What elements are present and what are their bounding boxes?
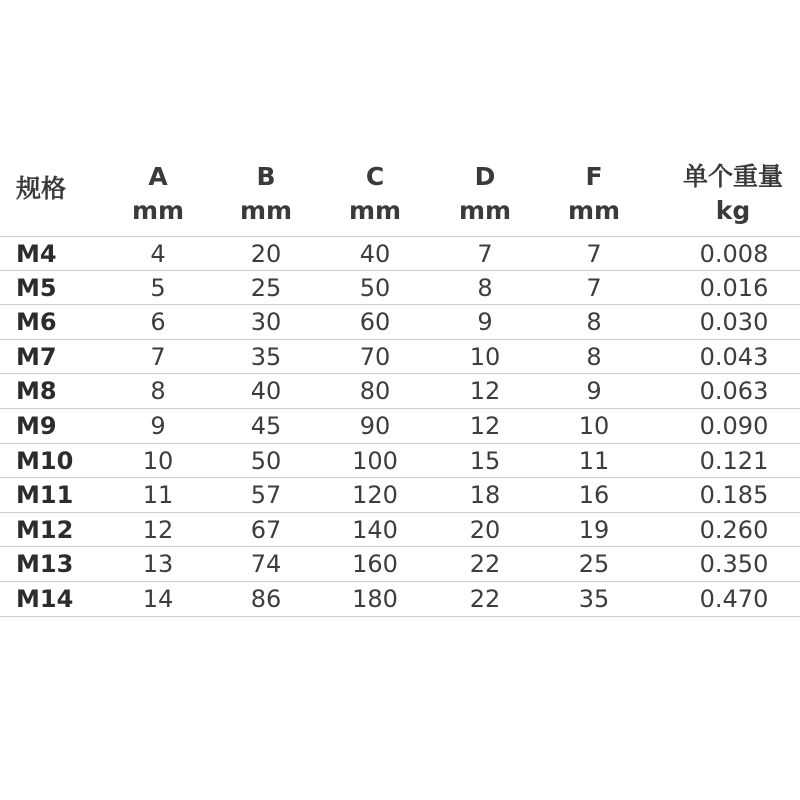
header-a (118, 160, 198, 228)
header-d-unit: mm (458, 196, 512, 225)
header-c-unit: mm (348, 196, 402, 225)
cell-weight: 0.260 (699, 515, 769, 544)
cell-spec: M13 (16, 550, 74, 579)
cell-c: 120 (352, 481, 398, 510)
cell-d: 8 (477, 273, 493, 302)
header-a-unit: mm (131, 196, 185, 225)
cell-c: 160 (352, 550, 398, 579)
header-b-label: B (256, 162, 276, 191)
cell-spec: M11 (16, 481, 74, 510)
cell-spec: M8 (16, 377, 57, 406)
cell-a: 11 (142, 481, 174, 510)
cell-f: 9 (586, 377, 602, 406)
cell-d: 7 (477, 240, 493, 268)
cell-c: 140 (352, 515, 398, 544)
header-a-label: A (148, 162, 168, 191)
cell-f: 8 (586, 342, 602, 371)
table-row (0, 444, 800, 479)
table-row (0, 582, 800, 617)
cell-d: 22 (469, 550, 501, 579)
cell-c: 50 (359, 273, 391, 302)
cell-b: 20 (250, 240, 282, 268)
cell-weight: 0.008 (699, 240, 769, 268)
cell-a: 4 (150, 240, 166, 268)
cell-b: 74 (250, 550, 282, 579)
table-row (0, 478, 800, 513)
header-weight-unit: kg (715, 196, 751, 225)
header-b-unit: mm (239, 196, 293, 225)
header-d (445, 160, 525, 228)
cell-d: 12 (469, 411, 501, 440)
cell-a: 7 (150, 342, 166, 371)
cell-a: 13 (142, 550, 174, 579)
table-row (0, 236, 800, 271)
cell-spec: M7 (16, 342, 57, 371)
cell-c: 80 (359, 377, 391, 406)
cell-weight: 0.063 (699, 377, 769, 406)
header-c-label: C (365, 162, 385, 191)
header-f-unit: mm (567, 196, 621, 225)
cell-f: 19 (578, 515, 610, 544)
table-row (0, 340, 800, 375)
cell-weight: 0.090 (699, 411, 769, 440)
cell-a: 8 (150, 377, 166, 406)
cell-b: 45 (250, 411, 282, 440)
cell-spec: M9 (16, 411, 57, 440)
cell-weight: 0.016 (699, 273, 769, 302)
cell-d: 12 (469, 377, 501, 406)
cell-c: 180 (352, 584, 398, 613)
cell-b: 35 (250, 342, 282, 371)
cell-a: 10 (142, 446, 174, 475)
table-header (0, 150, 800, 232)
cell-f: 10 (578, 411, 610, 440)
cell-d: 22 (469, 584, 501, 613)
cell-b: 86 (250, 584, 282, 613)
cell-weight: 0.043 (699, 342, 769, 371)
cell-a: 6 (150, 308, 166, 337)
cell-a: 5 (150, 273, 166, 302)
cell-c: 40 (359, 240, 391, 268)
cell-b: 25 (250, 273, 282, 302)
cell-spec: M12 (16, 515, 74, 544)
table-body (0, 236, 800, 617)
cell-c: 60 (359, 308, 391, 337)
cell-b: 40 (250, 377, 282, 406)
cell-f: 35 (578, 584, 610, 613)
header-weight (668, 160, 798, 228)
cell-c: 90 (359, 411, 391, 440)
cell-f: 11 (578, 446, 610, 475)
table-row (0, 547, 800, 582)
cell-d: 20 (469, 515, 501, 544)
cell-b: 67 (250, 515, 282, 544)
cell-c: 70 (359, 342, 391, 371)
cell-weight: 0.030 (699, 308, 769, 337)
cell-d: 15 (469, 446, 501, 475)
cell-a: 12 (142, 515, 174, 544)
header-f (554, 160, 634, 228)
cell-spec: M4 (16, 240, 57, 268)
cell-d: 9 (477, 308, 493, 337)
cell-b: 50 (250, 446, 282, 475)
cell-a: 14 (142, 584, 174, 613)
cell-spec: M14 (16, 584, 74, 613)
cell-spec: M6 (16, 308, 57, 337)
cell-c: 100 (352, 446, 398, 475)
cell-f: 16 (578, 481, 610, 510)
header-b (226, 160, 306, 228)
cell-f: 25 (578, 550, 610, 579)
table-row (0, 374, 800, 409)
table-row (0, 409, 800, 444)
cell-a: 9 (150, 411, 166, 440)
cell-b: 30 (250, 308, 282, 337)
table-row (0, 513, 800, 548)
table-row (0, 305, 800, 340)
spec-table (0, 150, 800, 613)
header-spec: 规格 (16, 174, 67, 203)
cell-f: 7 (586, 273, 602, 302)
cell-f: 8 (586, 308, 602, 337)
header-f-label: F (585, 162, 603, 191)
cell-b: 57 (250, 481, 282, 510)
cell-spec: M5 (16, 273, 57, 302)
cell-weight: 0.470 (699, 584, 769, 613)
header-d-label: D (474, 162, 496, 191)
cell-weight: 0.350 (699, 550, 769, 579)
table-row (0, 271, 800, 306)
cell-f: 7 (586, 240, 602, 268)
cell-weight: 0.185 (699, 481, 769, 510)
header-c (335, 160, 415, 228)
cell-spec: M10 (16, 446, 74, 475)
cell-weight: 0.121 (699, 446, 769, 475)
cell-d: 18 (469, 481, 501, 510)
cell-d: 10 (469, 342, 501, 371)
header-weight-label: 单个重量 (682, 162, 783, 191)
